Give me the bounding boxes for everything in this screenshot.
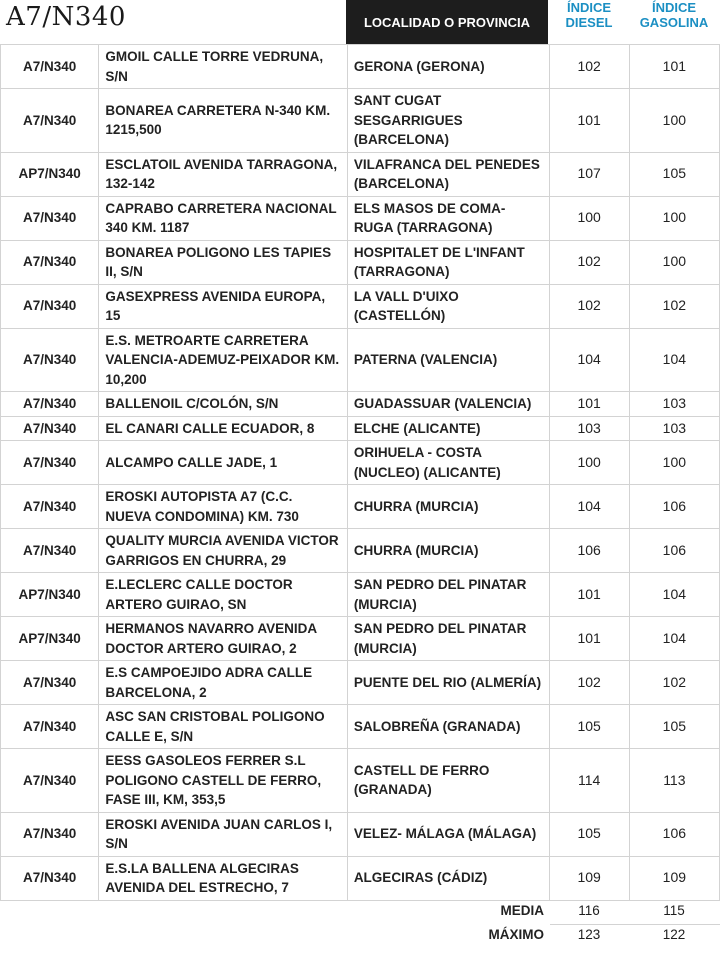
summary-block bbox=[0, 900, 720, 948]
table-row bbox=[1, 529, 720, 573]
max-diesel: 123 bbox=[577, 927, 601, 942]
gasolina-cell: 104 bbox=[629, 573, 719, 617]
road-cell: AP7/N340 bbox=[1, 573, 99, 617]
table-row bbox=[1, 705, 720, 749]
max-gasolina: 122 bbox=[662, 927, 686, 942]
road-cell: A7/N340 bbox=[1, 661, 99, 705]
gasolina-cell: 106 bbox=[629, 529, 719, 573]
station-cell: EESS GASOLEOS FERRER S.L POLIGONO CASTELL DE FERRO, FASE III, KM, 353,5 bbox=[99, 749, 347, 813]
diesel-cell: 105 bbox=[549, 812, 629, 856]
gasolina-cell: 105 bbox=[629, 152, 719, 196]
diesel-cell: 104 bbox=[549, 328, 629, 392]
table-row bbox=[1, 441, 720, 485]
locality-cell: SAN PEDRO DEL PINATAR (MURCIA) bbox=[347, 573, 549, 617]
road-cell: A7/N340 bbox=[1, 284, 99, 328]
media-gasolina: 115 bbox=[663, 903, 685, 918]
diesel-cell: 105 bbox=[549, 705, 629, 749]
diesel-cell: 103 bbox=[549, 416, 629, 441]
gasolina-cell: 105 bbox=[629, 705, 719, 749]
locality-cell: CASTELL DE FERRO (GRANADA) bbox=[347, 749, 549, 813]
diesel-cell: 102 bbox=[549, 45, 629, 89]
diesel-cell: 101 bbox=[549, 573, 629, 617]
station-cell: ASC SAN CRISTOBAL POLIGONO CALLE E, S/N bbox=[99, 705, 347, 749]
locality-cell: CHURRA (MURCIA) bbox=[347, 485, 549, 529]
stations-table bbox=[0, 44, 720, 901]
road-cell: A7/N340 bbox=[1, 812, 99, 856]
gasolina-cell: 100 bbox=[629, 441, 719, 485]
table-row bbox=[1, 284, 720, 328]
diesel-cell: 114 bbox=[549, 749, 629, 813]
station-cell: ALCAMPO CALLE JADE, 1 bbox=[99, 441, 347, 485]
station-cell: EL CANARI CALLE ECUADOR, 8 bbox=[99, 416, 347, 441]
road-cell: A7/N340 bbox=[1, 328, 99, 392]
gasolina-cell: 109 bbox=[629, 856, 719, 900]
gasolina-cell: 102 bbox=[629, 661, 719, 705]
diesel-cell: 104 bbox=[549, 485, 629, 529]
media-label: MEDIA bbox=[500, 903, 544, 918]
header-diesel bbox=[550, 0, 628, 44]
diesel-cell: 101 bbox=[549, 89, 629, 153]
table-row bbox=[1, 617, 720, 661]
gasolina-cell: 113 bbox=[629, 749, 719, 813]
road-cell: A7/N340 bbox=[1, 89, 99, 153]
page-title: A7/N340 bbox=[6, 2, 126, 32]
road-cell: A7/N340 bbox=[1, 856, 99, 900]
table-row bbox=[1, 856, 720, 900]
station-cell: BONAREA POLIGONO LES TAPIES II, S/N bbox=[99, 240, 347, 284]
gasolina-cell: 104 bbox=[629, 617, 719, 661]
table-row bbox=[1, 416, 720, 441]
station-cell: EROSKI AUTOPISTA A7 (C.C. NUEVA CONDOMINA) KM. 730 bbox=[99, 485, 347, 529]
locality-cell: VILAFRANCA DEL PENEDES (BARCELONA) bbox=[347, 152, 549, 196]
road-cell: A7/N340 bbox=[1, 485, 99, 529]
table-row bbox=[1, 45, 720, 89]
station-cell: BALLENOIL C/COLÓN, S/N bbox=[99, 392, 347, 417]
gasolina-cell: 106 bbox=[629, 485, 719, 529]
diesel-cell: 107 bbox=[549, 152, 629, 196]
station-cell: HERMANOS NAVARRO AVENIDA DOCTOR ARTERO GUIRAO, 2 bbox=[99, 617, 347, 661]
gasolina-cell: 103 bbox=[629, 392, 719, 417]
diesel-cell: 102 bbox=[549, 284, 629, 328]
locality-cell: SANT CUGAT SESGARRIGUES (BARCELONA) bbox=[347, 89, 549, 153]
station-cell: CAPRABO CARRETERA NACIONAL 340 KM. 1187 bbox=[99, 196, 347, 240]
table-row bbox=[1, 749, 720, 813]
locality-cell: VELEZ- MÁLAGA (MÁLAGA) bbox=[347, 812, 549, 856]
media-diesel: 116 bbox=[578, 903, 600, 918]
header-gas-line1: ÍNDICE bbox=[651, 0, 697, 15]
road-cell: AP7/N340 bbox=[1, 152, 99, 196]
diesel-cell: 102 bbox=[549, 240, 629, 284]
table-row bbox=[1, 196, 720, 240]
header-gasolina bbox=[630, 0, 718, 44]
road-cell: A7/N340 bbox=[1, 196, 99, 240]
header-diesel-line1: ÍNDICE bbox=[566, 0, 612, 15]
gasolina-cell: 106 bbox=[629, 812, 719, 856]
gasolina-cell: 103 bbox=[629, 416, 719, 441]
gasolina-cell: 100 bbox=[629, 196, 719, 240]
station-cell: QUALITY MURCIA AVENIDA VICTOR GARRIGOS EN CHURRA, 29 bbox=[99, 529, 347, 573]
gasolina-cell: 104 bbox=[629, 328, 719, 392]
table-row bbox=[1, 89, 720, 153]
station-cell: BONAREA CARRETERA N-340 KM. 1215,500 bbox=[99, 89, 347, 153]
road-cell: A7/N340 bbox=[1, 392, 99, 417]
table-row bbox=[1, 328, 720, 392]
station-cell: GMOIL CALLE TORRE VEDRUNA, S/N bbox=[99, 45, 347, 89]
header-gas-line2: GASOLINA bbox=[639, 15, 709, 30]
diesel-cell: 101 bbox=[549, 392, 629, 417]
road-cell: A7/N340 bbox=[1, 749, 99, 813]
table-row bbox=[1, 573, 720, 617]
road-cell: A7/N340 bbox=[1, 441, 99, 485]
locality-cell: ORIHUELA - COSTA (NUCLEO) (ALICANTE) bbox=[347, 441, 549, 485]
table-row bbox=[1, 392, 720, 417]
road-cell: A7/N340 bbox=[1, 705, 99, 749]
summary-media-row bbox=[0, 900, 720, 924]
table-row bbox=[1, 152, 720, 196]
gasolina-cell: 100 bbox=[629, 240, 719, 284]
locality-cell: LA VALL D'UIXO (CASTELLÓN) bbox=[347, 284, 549, 328]
locality-cell: ELS MASOS DE COMA-RUGA (TARRAGONA) bbox=[347, 196, 549, 240]
diesel-cell: 106 bbox=[549, 529, 629, 573]
station-cell: E.LECLERC CALLE DOCTOR ARTERO GUIRAO, SN bbox=[99, 573, 347, 617]
locality-cell: SALOBREÑA (GRANADA) bbox=[347, 705, 549, 749]
diesel-cell: 109 bbox=[549, 856, 629, 900]
station-cell: E.S. METROARTE CARRETERA VALENCIA-ADEMUZ-PEIXADOR KM. 10,200 bbox=[99, 328, 347, 392]
locality-cell: ALGECIRAS (CÁDIZ) bbox=[347, 856, 549, 900]
locality-cell: GUADASSUAR (VALENCIA) bbox=[347, 392, 549, 417]
table-row bbox=[1, 812, 720, 856]
locality-cell: ELCHE (ALICANTE) bbox=[347, 416, 549, 441]
station-cell: ESCLATOIL AVENIDA TARRAGONA, 132-142 bbox=[99, 152, 347, 196]
diesel-cell: 100 bbox=[549, 441, 629, 485]
diesel-cell: 100 bbox=[549, 196, 629, 240]
locality-cell: PATERNA (VALENCIA) bbox=[347, 328, 549, 392]
header-diesel-line2: DIESEL bbox=[565, 15, 613, 30]
station-cell: GASEXPRESS AVENIDA EUROPA, 15 bbox=[99, 284, 347, 328]
table-row bbox=[1, 485, 720, 529]
diesel-cell: 102 bbox=[549, 661, 629, 705]
table-row bbox=[1, 240, 720, 284]
table-row bbox=[1, 661, 720, 705]
station-cell: E.S.LA BALLENA ALGECIRAS AVENIDA DEL ESTRECHO, 7 bbox=[99, 856, 347, 900]
locality-cell: SAN PEDRO DEL PINATAR (MURCIA) bbox=[347, 617, 549, 661]
road-cell: A7/N340 bbox=[1, 416, 99, 441]
road-cell: AP7/N340 bbox=[1, 617, 99, 661]
gasolina-cell: 102 bbox=[629, 284, 719, 328]
road-cell: A7/N340 bbox=[1, 45, 99, 89]
diesel-cell: 101 bbox=[549, 617, 629, 661]
locality-cell: HOSPITALET DE L'INFANT (TARRAGONA) bbox=[347, 240, 549, 284]
gasolina-cell: 100 bbox=[629, 89, 719, 153]
locality-cell: GERONA (GERONA) bbox=[347, 45, 549, 89]
road-cell: A7/N340 bbox=[1, 240, 99, 284]
locality-cell: CHURRA (MURCIA) bbox=[347, 529, 549, 573]
station-cell: E.S CAMPOEJIDO ADRA CALLE BARCELONA, 2 bbox=[99, 661, 347, 705]
header-locality: LOCALIDAD O PROVINCIA bbox=[346, 0, 548, 44]
station-cell: EROSKI AVENIDA JUAN CARLOS I, S/N bbox=[99, 812, 347, 856]
summary-max-row bbox=[0, 924, 720, 948]
max-label: MÁXIMO bbox=[488, 927, 544, 942]
road-cell: A7/N340 bbox=[1, 529, 99, 573]
locality-cell: PUENTE DEL RIO (ALMERÍA) bbox=[347, 661, 549, 705]
gasolina-cell: 101 bbox=[629, 45, 719, 89]
